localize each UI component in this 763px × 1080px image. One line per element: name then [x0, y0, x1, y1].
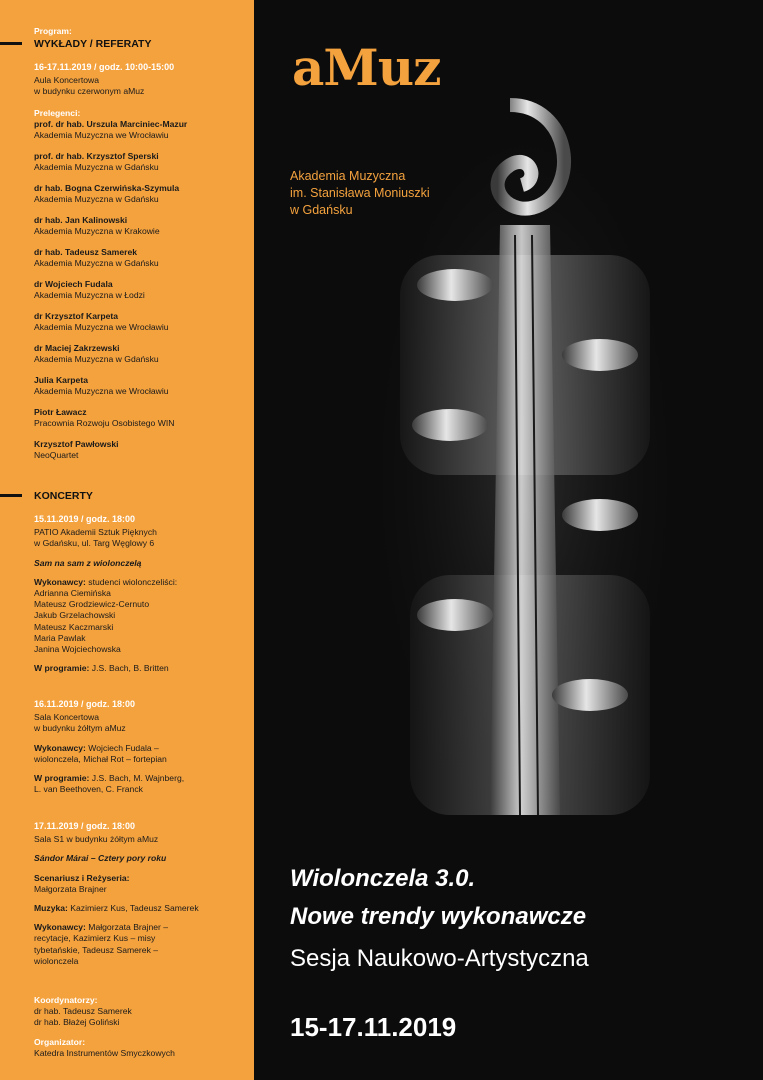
concert-2	[34, 699, 248, 795]
speaker-entry	[34, 151, 248, 173]
organizer-label: Organizator:	[34, 1037, 86, 1047]
speaker-entry	[34, 215, 248, 237]
concert-when: 16.11.2019 / godz. 18:00	[34, 699, 136, 709]
speaker-entry	[34, 119, 248, 141]
speaker-name: Julia Karpeta	[34, 375, 88, 385]
speaker-name: prof. dr hab. Krzysztof Sperski	[34, 151, 159, 161]
speaker-name: Piotr Ławacz	[34, 407, 87, 417]
speaker-org: Akademia Muzyczna we Wrocławiu	[34, 322, 169, 333]
performers-line: Wojciech Fudala –	[88, 742, 159, 753]
coordinators	[34, 995, 248, 1029]
amuz-logo: aMuz	[292, 38, 441, 97]
concert-3	[34, 821, 248, 967]
speaker-name: Krzysztof Pawłowski	[34, 439, 119, 449]
academy-line: im. Stanisława Moniuszki	[290, 186, 430, 200]
performer: Janina Wojciechowska	[34, 644, 121, 655]
performers-line: wiolonczela	[34, 955, 79, 966]
organizer	[34, 1037, 248, 1059]
concert-place-line: PATIO Akademii Sztuk Pięknych	[34, 527, 157, 538]
speaker-name: dr hab. Tadeusz Samerek	[34, 247, 138, 257]
program-label-c1: W programie:	[34, 663, 90, 674]
performers-text: studenci wiolonczeliści:	[88, 576, 178, 587]
script-text: Małgorzata Brajner	[34, 883, 107, 894]
concert-name: Sam na sam z wiolonczelą	[34, 557, 142, 568]
performers-line: tybetańskie, Tadeusz Samerek –	[34, 944, 159, 955]
section-marker-concerts	[0, 494, 22, 497]
speaker-name: dr hab. Bogna Czerwińska-Szymula	[34, 183, 180, 193]
concert-name: Sándor Márai – Cztery pory roku	[34, 853, 167, 864]
speaker-org: Akademia Muzyczna w Gdańsku	[34, 162, 159, 173]
title-line-1: Wiolonczela 3.0.	[290, 865, 476, 892]
speaker-entry	[34, 183, 248, 205]
speaker-entry	[34, 439, 248, 461]
speaker-entry	[34, 343, 248, 365]
program-label: Program:	[34, 26, 72, 36]
speaker-name: dr Krzysztof Karpeta	[34, 311, 119, 321]
academy-line: Akademia Muzyczna	[290, 169, 406, 183]
title-line-2: Nowe trendy wykonawcze	[290, 903, 587, 930]
lectures-title: WYKŁADY / REFERATY	[34, 38, 152, 50]
speakers-label-text: Prelegenci:	[34, 108, 81, 118]
concert-when: 17.11.2019 / godz. 18:00	[34, 821, 136, 831]
speaker-org: Akademia Muzyczna we Wrocławiu	[34, 130, 169, 141]
speaker-org: Pracownia Rozwoju Osobistego WIN	[34, 418, 175, 429]
performers-label: Wykonawcy:	[34, 742, 86, 753]
program-line: L. van Beethoven, C. Franck	[34, 784, 143, 795]
event-dates: 15-17.11.2019	[290, 1012, 457, 1042]
lectures-place-line: w budynku czerwonym aMuz	[34, 86, 145, 97]
concert-place-line: Sala Koncertowa	[34, 712, 99, 723]
lectures-when: 16-17.11.2019 / godz. 10:00-15:00	[34, 62, 175, 72]
speaker-org: Akademia Muzyczna we Wrocławiu	[34, 386, 169, 397]
subtitle: Sesja Naukowo-Artystyczna	[290, 945, 589, 972]
performer: Maria Pawlak	[34, 632, 86, 643]
performers-line: wiolonczela, Michał Rot – fortepian	[34, 753, 167, 764]
program-column	[0, 0, 254, 1080]
coordinators-label: Koordynatorzy:	[34, 995, 98, 1005]
concert-place-line: w budynku żółtym aMuz	[34, 723, 126, 734]
speaker-org: Akademia Muzyczna w Krakowie	[34, 226, 160, 237]
program-line: J.S. Bach, M. Wajnberg,	[91, 773, 185, 784]
performers-label: Wykonawcy:	[34, 576, 86, 587]
speaker-entry	[34, 407, 248, 429]
section-marker-lectures	[0, 42, 22, 45]
performers-line: Małgorzata Brajner –	[88, 922, 169, 933]
concerts-title: KONCERTY	[34, 490, 93, 502]
performer: Jakub Grzelachowski	[34, 610, 116, 621]
academy-name	[290, 168, 430, 219]
speaker-org: NeoQuartet	[34, 450, 79, 461]
lectures-info	[34, 62, 248, 98]
speaker-name: dr Wojciech Fudala	[34, 279, 113, 289]
coordinator: dr hab. Błażej Goliński	[34, 1017, 120, 1028]
speaker-entry	[34, 311, 248, 333]
concert-1	[34, 514, 248, 674]
speaker-name: prof. dr hab. Urszula Marciniec-Mazur	[34, 119, 188, 129]
concert-when: 15.11.2019 / godz. 18:00	[34, 514, 136, 524]
script-label: Scenariusz i Reżyseria:	[34, 872, 130, 883]
speaker-entry	[34, 247, 248, 269]
concert-place-line: Sala S1 w budynku żółtym aMuz	[34, 834, 159, 845]
organizer-name: Katedra Instrumentów Smyczkowych	[34, 1048, 175, 1059]
performer: Mateusz Grodziewicz-Cernuto	[34, 599, 150, 610]
speaker-entry	[34, 279, 248, 301]
performer: Mateusz Kaczmarski	[34, 621, 114, 632]
concert-place-line: w Gdańsku, ul. Targ Węglowy 6	[34, 538, 155, 549]
program-label-c2: W programie:	[34, 773, 90, 784]
coordinator: dr hab. Tadeusz Samerek	[34, 1006, 132, 1017]
lectures-place-line: Aula Koncertowa	[34, 75, 99, 86]
speaker-org: Akademia Muzyczna w Gdańsku	[34, 354, 159, 365]
speaker-org: Akademia Muzyczna w Łodzi	[34, 290, 145, 301]
speaker-name: dr Maciej Zakrzewski	[34, 343, 120, 353]
speaker-entry	[34, 375, 248, 397]
program-text-c1: J.S. Bach, B. Britten	[91, 663, 169, 674]
academy-line: w Gdańsku	[290, 203, 353, 217]
speaker-org: Akademia Muzyczna w Gdańsku	[34, 258, 159, 269]
performers-label: Wykonawcy:	[34, 922, 86, 933]
performer: Adrianna Ciemińska	[34, 588, 111, 599]
speaker-org: Akademia Muzyczna w Gdańsku	[34, 194, 159, 205]
speakers-label	[34, 108, 248, 119]
speaker-name: dr hab. Jan Kalinowski	[34, 215, 128, 225]
music-label: Muzyka:	[34, 903, 68, 914]
performers-line: recytacje, Kazimierz Kus – misy	[34, 933, 156, 944]
music-text: Kazimierz Kus, Tadeusz Samerek	[70, 903, 199, 914]
